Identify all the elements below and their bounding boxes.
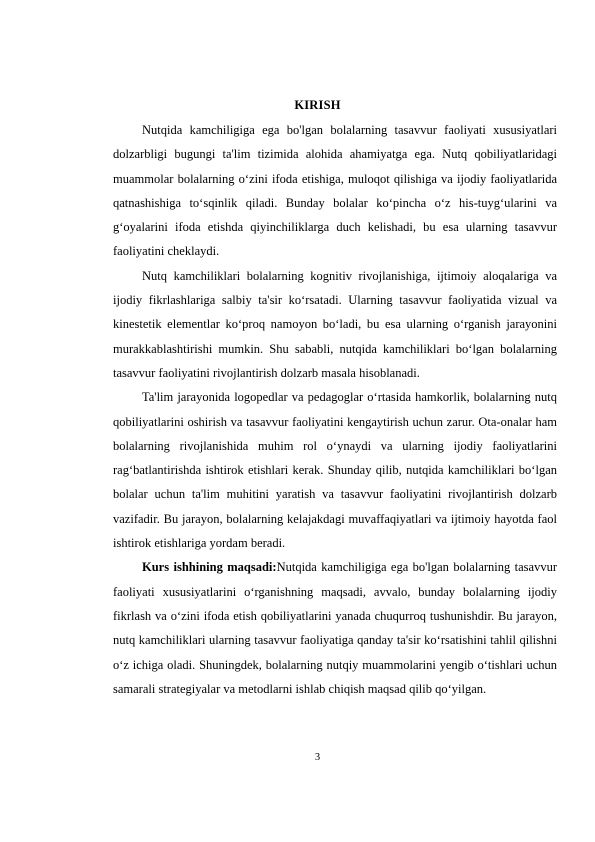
body-text [113,118,557,701]
paragraph-goal [113,555,557,701]
paragraph-3: Ta'lim jarayonida logopedlar va pedagoglar o‘rtasida hamkorlik, bolalarning nutq qobiliyatlarini oshirish va tasavvur faoliyatini kengaytirish uchun zarur. Ota-onalar ham bolalarning rivojlanishida muhim rol o‘ynaydi va ularning ijodiy faoliyatlarini rag‘batlantirishda ishtirok etishlari kerak. Shunday qilib, nutqida kamchiliklari bo‘lgan bolalar uchun ta'lim muhitini yaratish va tasavvur faoliyatini rivojlantirish dolzarb vazifadir. Bu jarayon, bolalarning kelajakdagi muvaffaqiyatlari va ijtimoiy hayotda faol ishtirok etishlariga yordam beradi. [113,390,557,551]
goal-lead: Kurs ishhining maqsadi: [142,560,277,575]
paragraph-1: Nutqida kamchiligiga ega bo'lgan bolalarning tasavvur faoliyati xususiyatlari dolzarbligi bugungi ta'lim tizimida alohida ahamiyatga ega. Nutq qobiliyatlaridagi muammolar bolalarning o‘zini ifoda etishiga, muloqot qilishiga va ijodiy faoliyatlarida qatnashishiga to‘sqinlik qiladi. Bunday bolalar ko‘pincha o‘z his-tuyg‘ularini va g‘oyalarini ifoda etishda qiyinchiliklarga duch kelishadi, bu esa ularning tasavvur faoliyatini cheklaydi. [113,123,557,259]
section-title: KIRISH [294,98,341,112]
paragraph-2: Nutq kamchiliklari bolalarning kognitiv rivojlanishiga, ijtimoiy aloqalariga va ijodiy fikrlashlariga salbiy ta'sir ko‘rsatadi. Ularning tasavvur faoliyatida vizual va kinestetik elementlar ko‘proq namoyon bo‘ladi, bu esa ularning o‘rganish jarayonini murakkablashtirishi mumkin. Shu sababli, nutqida kamchiliklari bo‘lgan bolalarning tasavvur faoliyatini rivojlantirish dolzarb masala hisoblanadi. [113,268,557,380]
goal-text: Nutqida kamchiligiga ega bo'lgan bolalarning tasavvur faoliyati xususiyatlarini o‘rganishning maqsadi, avvalo, bunday bolalarning ijodiy fikrlash va o‘zini ifoda etish qobiliyatlarini yanada chuqurroq tushunishdir. Bu jarayon, nutq kamchiliklari ularning tasavvur faoliyatiga qanday ta'sir ko‘rsatishini tahlil qilishni o‘z ichiga oladi. Shuningdek, bolalarning nutqiy muammolarini yengib o‘tishlari uchun samarali strategiyalar va metodlarni ishlab chiqish maqsad qilib qo‘yilgan. [113,560,557,696]
page-number: 3 [314,752,321,763]
